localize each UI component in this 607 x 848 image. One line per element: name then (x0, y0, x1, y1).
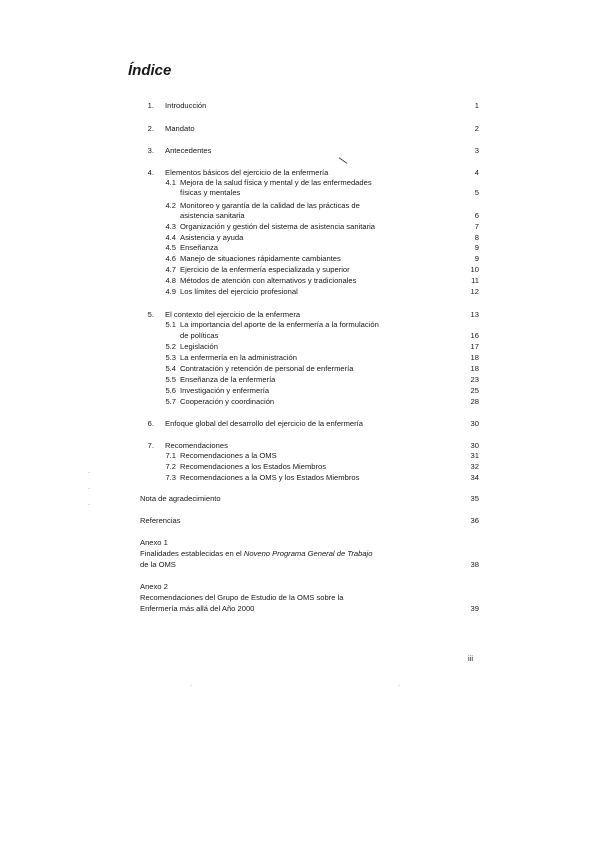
toc-page: 35 (470, 494, 479, 503)
toc-number: 4.6 (165, 254, 176, 263)
toc-page: 18 (470, 353, 479, 362)
toc-number: 4.5 (165, 243, 176, 252)
toc-number: 4.7 (165, 265, 176, 274)
toc-number: 5.3 (165, 353, 176, 362)
toc-page: 10 (470, 265, 479, 274)
toc-title: Monitoreo y garantía de la calidad de las prácticas de (180, 201, 360, 210)
annex-italic-text: Noveno Programa General de Trabajo (243, 549, 373, 558)
toc-title: asistencia sanitaria (180, 211, 245, 220)
toc-title: Recomendaciones a la OMS (180, 451, 277, 460)
page-title: Índice (128, 62, 172, 79)
toc-page: 12 (470, 287, 479, 296)
toc-page: 5 (474, 188, 479, 197)
toc-page: 28 (470, 397, 479, 406)
toc-number: 5.2 (165, 342, 176, 351)
toc-title (140, 549, 372, 559)
toc-page: 9 (474, 243, 479, 252)
toc-title: Introducción (165, 101, 207, 110)
scan-mark: · (88, 470, 90, 476)
toc-page: 13 (470, 310, 479, 319)
toc-number: 1. (147, 101, 154, 110)
toc-number: 5.7 (165, 397, 176, 406)
toc-number: 4.8 (165, 276, 176, 285)
toc-page: 23 (470, 375, 479, 384)
toc-title: Recomendaciones a los Estados Miembros (180, 462, 327, 471)
toc-number: 7.1 (165, 451, 176, 460)
toc-number: 5.6 (165, 386, 176, 395)
toc-number: 4.9 (165, 287, 176, 296)
toc-title: Manejo de situaciones rápidamente cambiantes (180, 254, 341, 263)
toc-title: Enfermería más allá del Año 2000 (140, 604, 255, 613)
toc-page: 6 (474, 211, 479, 220)
toc-page: 34 (470, 473, 479, 482)
toc-page: 1 (474, 101, 479, 110)
toc-page: 39 (470, 604, 479, 613)
toc-number: 5.5 (165, 375, 176, 384)
toc-title: Mejora de la salud física y mental y de las enfermedades (180, 178, 372, 187)
toc-page: 8 (474, 233, 479, 242)
toc-title: Asistencia y ayuda (180, 233, 244, 242)
toc-title: Enseñanza (180, 243, 218, 252)
toc-title: Contratación y retención de personal de enfermería (180, 364, 354, 373)
toc-page: 11 (471, 276, 479, 285)
toc-page: 9 (474, 254, 479, 263)
toc-title: Nota de agradecimiento (140, 494, 221, 503)
toc-number: 4.2 (165, 201, 176, 210)
toc-title: Mandato (165, 124, 195, 133)
toc-page: 30 (470, 419, 479, 428)
toc-number: 2. (147, 124, 154, 133)
toc-page: 18 (470, 364, 479, 373)
toc-title: Métodos de atención con alternativos y tradicionales (180, 276, 357, 285)
toc-title: Cooperación y coordinación (180, 397, 275, 406)
annex-text: Finalidades establecidas en el (140, 549, 244, 558)
toc-number: 5.4 (165, 364, 176, 373)
page-number: iii (468, 654, 473, 663)
toc-number: 4.1 (165, 178, 176, 187)
toc-page: 32 (470, 462, 479, 471)
toc-title: Los límites del ejercicio profesional (180, 287, 298, 296)
toc-page: 4 (474, 168, 479, 177)
toc-title: Elementos básicos del ejercicio de la enfermería (165, 168, 329, 177)
toc-number: 7.3 (165, 473, 176, 482)
toc-title: de políticas (180, 331, 219, 340)
toc-number: 4. (147, 168, 154, 177)
toc-page: 38 (470, 560, 479, 569)
toc-title: físicas y mentales (180, 188, 241, 197)
scan-mark: · (190, 683, 192, 689)
toc-number: 5.1 (165, 320, 176, 329)
toc-title: Enseñanza de la enfermería (180, 375, 276, 384)
toc-number: 5. (147, 310, 154, 319)
scan-mark: · (398, 683, 400, 689)
toc-title: Recomendaciones a la OMS y los Estados Miembros (180, 473, 360, 482)
toc-page: 2 (474, 124, 479, 133)
toc-title: Enfoque global del desarrollo del ejercicio de la enfermería (165, 419, 363, 428)
toc-title: de la OMS (140, 560, 176, 569)
toc-title: La enfermería en la administración (180, 353, 297, 362)
toc-title: Investigación y enfermería (180, 386, 270, 395)
toc-number: 7. (147, 441, 154, 450)
toc-title: Anexo 1 (140, 538, 168, 547)
toc-number: 4.3 (165, 222, 176, 231)
toc-page: 16 (470, 331, 479, 340)
toc-page: 36 (470, 516, 479, 525)
toc-page: 3 (474, 146, 479, 155)
toc-page: 25 (470, 386, 479, 395)
toc-title: Organización y gestión del sistema de asistencia sanitaria (180, 222, 376, 231)
scan-mark: · (88, 502, 90, 508)
toc-title: Recomendaciones del Grupo de Estudio de la OMS sobre la (140, 593, 344, 602)
toc-title: Anexo 2 (140, 582, 168, 591)
toc-number: 7.2 (165, 462, 176, 471)
toc-page: 7 (474, 222, 479, 231)
toc-number: 6. (147, 419, 154, 428)
toc-page: 17 (470, 342, 479, 351)
toc-title: Referencias (140, 516, 181, 525)
toc-title: Recomendaciones (165, 441, 228, 450)
toc-number: 3. (147, 146, 154, 155)
toc-page: 30 (470, 441, 479, 450)
toc-title: Ejercicio de la enfermería especializada y superior (180, 265, 350, 274)
scan-mark: · (88, 486, 90, 492)
toc-title: El contexto del ejercicio de la enfermera (165, 310, 301, 319)
toc-title: Antecedentes (165, 146, 212, 155)
toc-title: La importancia del aporte de la enfermería a la formulación (180, 320, 379, 329)
toc-page: 31 (470, 451, 479, 460)
toc-title: Legislación (180, 342, 218, 351)
toc-number: 4.4 (165, 233, 176, 242)
